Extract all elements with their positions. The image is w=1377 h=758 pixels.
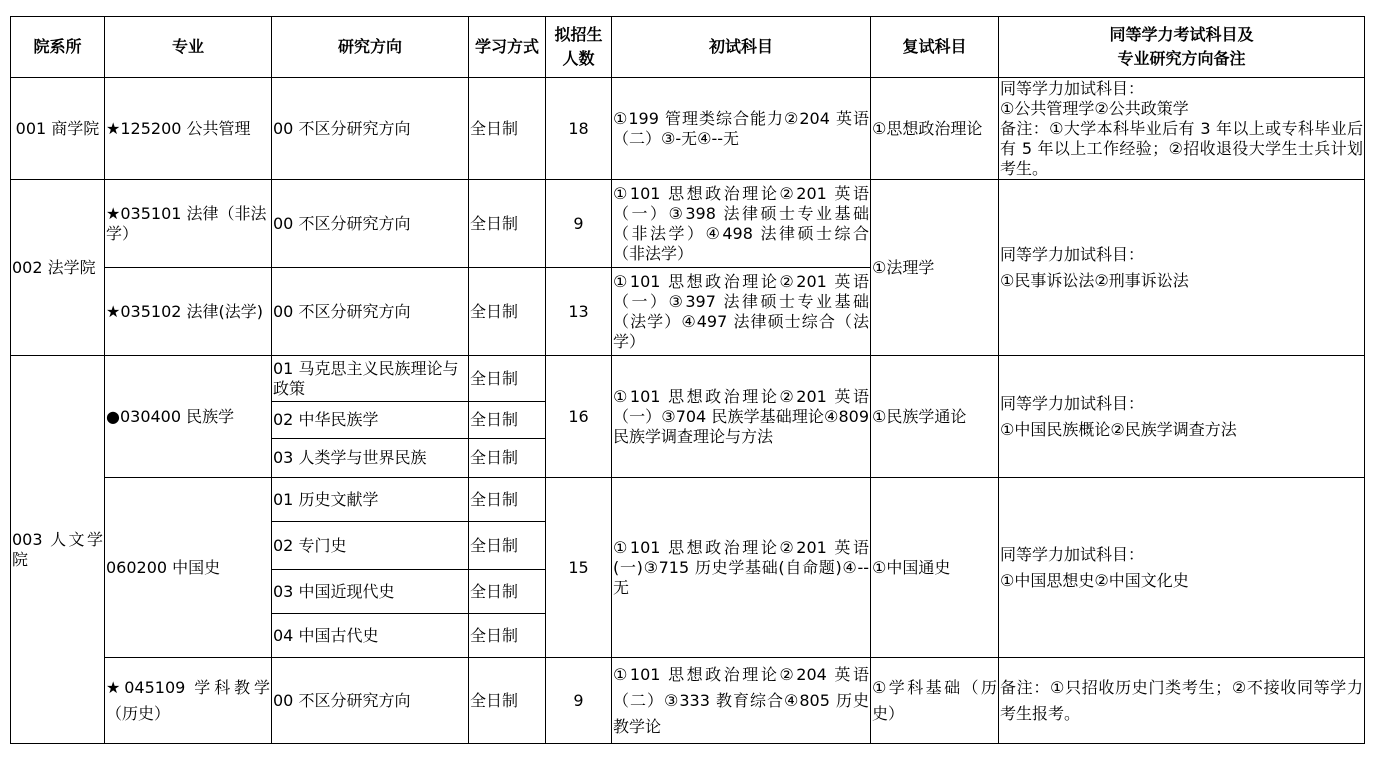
quota-cell: 9 (546, 180, 612, 268)
exam2-cell: ①法理学 (871, 180, 999, 356)
mode-cell: 全日制 (469, 614, 546, 658)
mode-cell: 全日制 (469, 570, 546, 614)
major-cell: ●030400 民族学 (105, 356, 272, 478)
major-cell: 060200 中国史 (105, 478, 272, 658)
notes-cell: 同等学力加试科目： ①中国思想史②中国文化史 (999, 478, 1365, 658)
direction-cell: 01 历史文献学 (272, 478, 469, 522)
direction-cell: 00 不区分研究方向 (272, 78, 469, 180)
mode-cell: 全日制 (469, 268, 546, 356)
direction-cell: 01 马克思主义民族理论与政策 (272, 356, 469, 402)
dept-cell: 001 商学院 (11, 78, 105, 180)
mode-cell: 全日制 (469, 658, 546, 744)
direction-cell: 00 不区分研究方向 (272, 268, 469, 356)
header-mode: 学习方式 (469, 17, 546, 78)
table-row (11, 356, 1365, 402)
dept-cell: 003 人文学院 (11, 356, 105, 744)
major-cell: ★125200 公共管理 (105, 78, 272, 180)
mode-cell: 全日制 (469, 78, 546, 180)
header-notes: 同等学力考试科目及 专业研究方向备注 (999, 17, 1365, 78)
exam1-cell: ①101 思想政治理论②201 英语（一）③704 民族学基础理论④809 民族学调查理论与方法 (612, 356, 871, 478)
exam1-cell: ①101 思想政治理论②201 英语（一）③398 法律硕士专业基础（非法学）④498 法律硕士综合（非法学） (612, 180, 871, 268)
direction-cell: 00 不区分研究方向 (272, 658, 469, 744)
direction-cell: 00 不区分研究方向 (272, 180, 469, 268)
notes-cell: 备注：①只招收历史门类考生；②不接收同等学力考生报考。 (999, 658, 1365, 744)
exam2-cell: ①学科基础（历史） (871, 658, 999, 744)
header-major: 专业 (105, 17, 272, 78)
table-row (11, 658, 1365, 744)
table-row (11, 180, 1365, 268)
quota-cell: 13 (546, 268, 612, 356)
direction-cell: 02 专门史 (272, 522, 469, 570)
header-quota: 拟招生 人数 (546, 17, 612, 78)
notes-cell: 同等学力加试科目： ①民事诉讼法②刑事诉讼法 (999, 180, 1365, 356)
quota-cell: 18 (546, 78, 612, 180)
mode-cell: 全日制 (469, 402, 546, 439)
mode-cell: 全日制 (469, 356, 546, 402)
header-exam1: 初试科目 (612, 17, 871, 78)
exam1-cell: ①199 管理类综合能力②204 英语（二）③-无④--无 (612, 78, 871, 180)
admissions-table (10, 16, 1365, 744)
dept-cell: 002 法学院 (11, 180, 105, 356)
mode-cell: 全日制 (469, 439, 546, 478)
mode-cell: 全日制 (469, 180, 546, 268)
header-exam2: 复试科目 (871, 17, 999, 78)
mode-cell: 全日制 (469, 522, 546, 570)
exam1-cell: ①101 思想政治理论②204 英语（二）③333 教育综合④805 历史教学论 (612, 658, 871, 744)
exam2-cell: ①思想政治理论 (871, 78, 999, 180)
quota-cell: 9 (546, 658, 612, 744)
major-cell: ★035101 法律（非法学） (105, 180, 272, 268)
direction-cell: 03 人类学与世界民族 (272, 439, 469, 478)
exam2-cell: ①民族学通论 (871, 356, 999, 478)
quota-cell: 15 (546, 478, 612, 658)
exam1-cell: ①101 思想政治理论②201 英语（一）③397 法律硕士专业基础（法学）④497 法律硕士综合（法学） (612, 268, 871, 356)
exam2-cell: ①中国通史 (871, 478, 999, 658)
major-cell: ★045109 学科教学（历史） (105, 658, 272, 744)
direction-cell: 03 中国近现代史 (272, 570, 469, 614)
major-cell: ★035102 法律(法学) (105, 268, 272, 356)
notes-cell: 同等学力加试科目： ①中国民族概论②民族学调查方法 (999, 356, 1365, 478)
table-row (11, 78, 1365, 180)
notes-cell: 同等学力加试科目： ①公共管理学②公共政策学 备注：①大学本科毕业后有 3 年以上或专科毕业后有 5 年以上工作经验；②招收退役大学生士兵计划考生。 (1000, 78, 1363, 178)
mode-cell: 全日制 (469, 478, 546, 522)
direction-cell: 02 中华民族学 (272, 402, 469, 439)
direction-cell: 04 中国古代史 (272, 614, 469, 658)
header-row (11, 17, 1365, 78)
header-dept: 院系所 (11, 17, 105, 78)
table-row (11, 478, 1365, 522)
header-direction: 研究方向 (272, 17, 469, 78)
exam1-cell: ①101 思想政治理论②201 英语(一)③715 历史学基础(自命题)④--无 (612, 478, 871, 658)
quota-cell: 16 (546, 356, 612, 478)
